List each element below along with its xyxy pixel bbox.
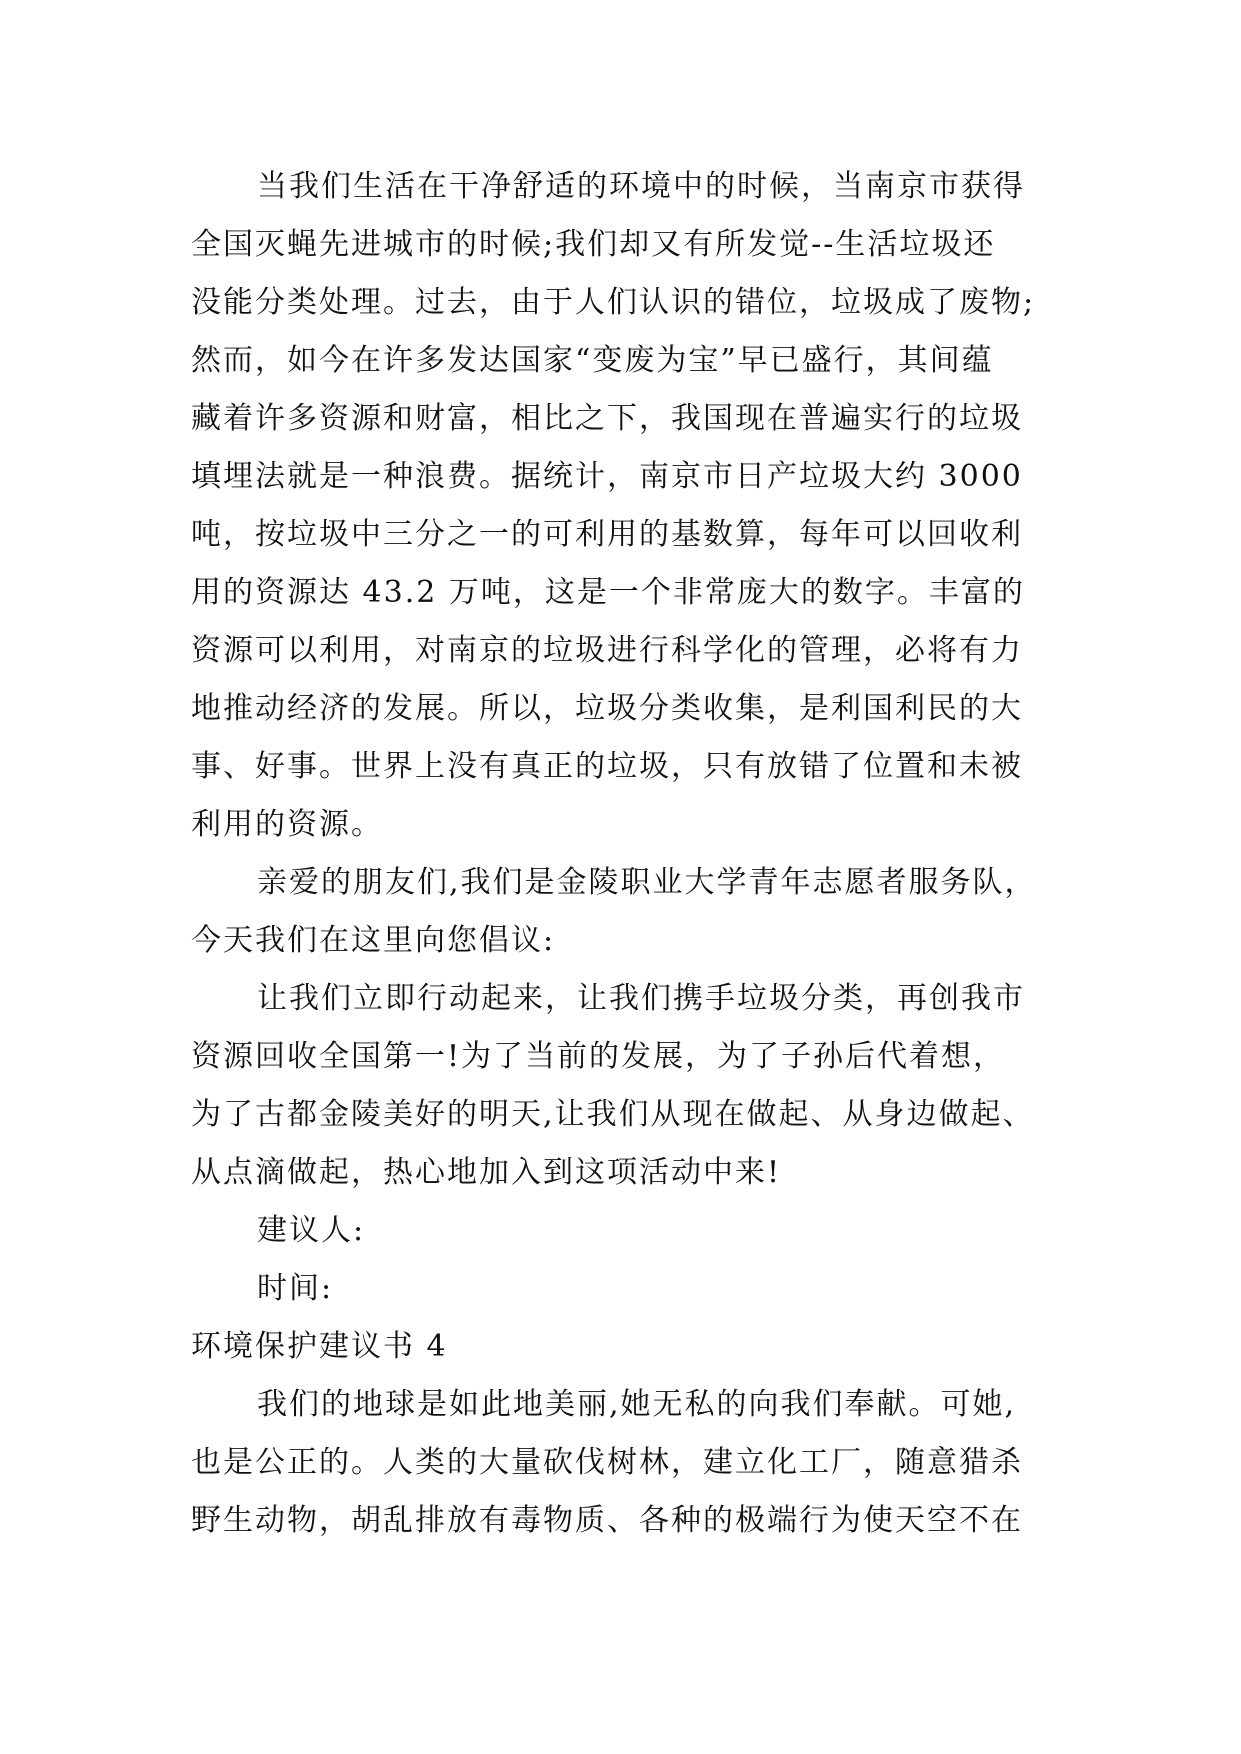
text-line: 让我们立即行动起来，让我们携手垃圾分类，再创我市 [257,981,1025,1016]
text-line: 我们的地球是如此地美丽,她无私的向我们奉献。可她, [257,1387,1017,1422]
text-line: 资源可以利用，对南京的垃圾进行科学化的管理，必将有力 [191,633,1023,668]
text-line: 地推动经济的发展。所以，垃圾分类收集，是利国利民的大 [191,691,1023,726]
text-line: 然而，如今在许多发达国家“变废为宝”早已盛行，其间蕴 [191,343,994,378]
text-line: 资源回收全国第一!为了当前的发展，为了子孙后代着想， [191,1039,1006,1074]
text-line: 亲爱的朋友们,我们是金陵职业大学青年志愿者服务队， [257,865,1037,900]
time-label: 时间: [257,1271,334,1306]
paragraph-call-to-action [191,970,1053,1202]
text-line: 利用的资源。 [191,807,383,842]
proposer-label: 建议人: [257,1213,366,1248]
text-line: 全国灭蝇先进城市的时候;我们却又有所发觉--生活垃圾还 [191,227,996,262]
text-line: 没能分类处理。过去，由于人们认识的错位，垃圾成了废物; [191,285,1036,320]
text-line: 也是公正的。人类的大量砍伐树林，建立化工厂，随意猎杀 [191,1445,1023,1480]
text-line: 为了古都金陵美好的明天,让我们从现在做起、从身边做起、 [191,1097,1035,1132]
text-line: 用的资源达 43.2 万吨，这是一个非常庞大的数字。丰富的 [191,575,1025,610]
text-line: 野生动物，胡乱排放有毒物质、各种的极端行为使天空不在 [191,1503,1023,1538]
paragraph-earth [191,1376,1053,1550]
document-body [191,158,1053,1550]
section-heading: 环境保护建议书 4 [191,1329,448,1364]
paragraph-volunteer-intro [191,854,1053,970]
text-line: 当我们生活在干净舒适的环境中的时候，当南京市获得 [257,169,1025,204]
text-line: 事、好事。世界上没有真正的垃圾，只有放错了位置和未被 [191,749,1023,784]
text-line: 藏着许多资源和财富，相比之下，我国现在普遍实行的垃圾 [191,401,1023,436]
text-line: 从点滴做起，热心地加入到这项活动中来! [191,1155,782,1190]
paragraph-waste-recycling [191,158,1053,854]
text-line: 吨，按垃圾中三分之一的可利用的基数算，每年可以回收利 [191,517,1023,552]
text-line: 填埋法就是一种浪费。据统计，南京市日产垃圾大约 3000 [191,459,1023,494]
text-line: 今天我们在这里向您倡议: [191,923,556,958]
